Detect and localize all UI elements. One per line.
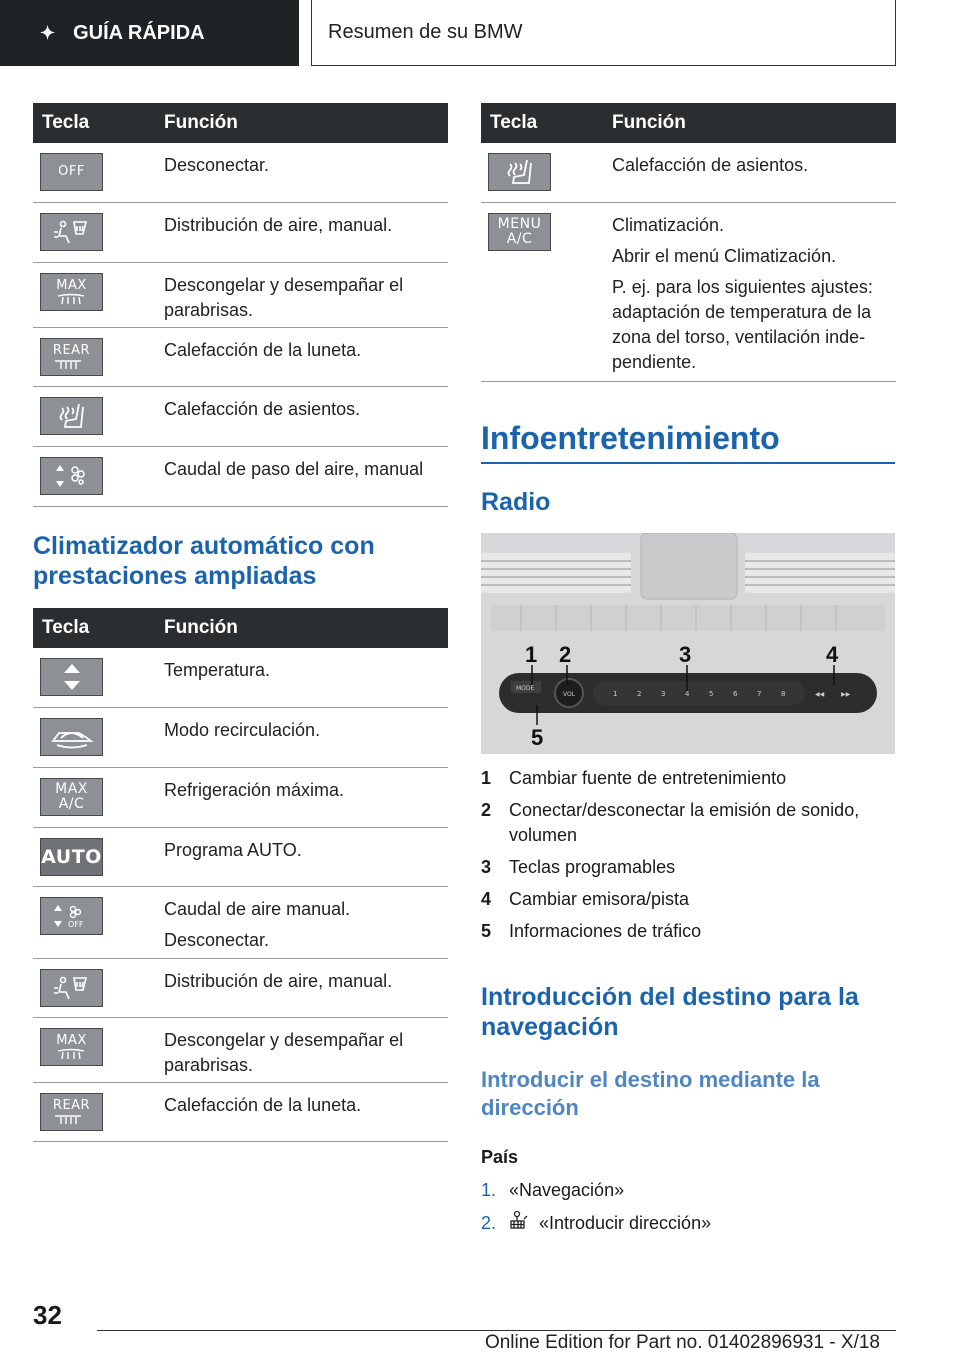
section-tab (0, 0, 299, 66)
airflow-off-icon (40, 897, 103, 935)
table-row (33, 1083, 448, 1142)
function-text: Refrigeración máxima. (164, 780, 345, 800)
key-table-right (481, 103, 896, 382)
preset-key-label: 6 (733, 690, 738, 698)
function-text: Climatización. (612, 215, 725, 235)
function-text: Desconectar. (164, 155, 270, 175)
radio-control-label: MODE (516, 685, 535, 692)
table-row (33, 708, 448, 768)
menu-ac-button: MENU A/C (488, 213, 551, 251)
function-text: Calefacción de la luneta. (164, 340, 362, 360)
column-header-function: Función (164, 112, 238, 133)
callout-label: 3 (679, 642, 692, 667)
section-title: Infoentretenimiento (481, 420, 780, 456)
table-row (33, 387, 448, 447)
function-text: Distribución de aire, manual. (164, 971, 393, 991)
function-text: Distribución de aire, manual. (164, 215, 393, 235)
table-row (33, 203, 448, 263)
max-ac-button: MAX A/C (40, 778, 103, 816)
temperature-icon (40, 658, 103, 696)
auto-button: AUTO (40, 838, 103, 876)
column-header-function: Función (612, 112, 686, 133)
table-row (481, 143, 896, 203)
air-distribution-icon (40, 213, 103, 251)
key-table-basic (33, 103, 448, 507)
recirculation-icon (40, 718, 103, 756)
page-number: 32 (33, 1300, 62, 1330)
table-row (33, 959, 448, 1018)
radio-control-label: VOL (563, 691, 576, 698)
column-header-function: Función (164, 617, 238, 638)
callout-label: 5 (531, 725, 544, 750)
seat-heating-icon (40, 397, 103, 435)
rear-defrost-button: REAR (40, 338, 103, 376)
table-row (33, 887, 448, 959)
airflow-icon (40, 457, 103, 495)
preset-key-label: 4 (685, 690, 690, 698)
sub-heading-country: País (481, 1147, 519, 1167)
table-row (33, 447, 448, 507)
footer-divider (97, 1330, 896, 1331)
list-item: 2 Conectar/desconectar la emisión de sonido, volumen (481, 800, 860, 845)
section-heading: Introducción del destino para la navegación (481, 983, 859, 1041)
function-text: Desconectar. (164, 930, 270, 950)
callout-label: 1 (525, 642, 538, 667)
page-header (311, 0, 896, 66)
preset-key-label: 2 (637, 690, 642, 698)
column-header-key: Tecla (490, 112, 538, 133)
air-distribution-icon (40, 969, 103, 1007)
preset-key-label: 5 (709, 690, 714, 698)
table-row (33, 263, 448, 328)
table-row (33, 648, 448, 708)
max-defrost-button: MAX (40, 273, 103, 311)
off-button: OFF (40, 153, 103, 191)
section-rule (481, 462, 895, 464)
max-defrost-button: MAX (40, 1028, 103, 1066)
svg-text:▶▶: ▶▶ (841, 691, 851, 698)
function-text: Caudal de aire manual. (164, 899, 351, 919)
table-header (33, 103, 448, 143)
function-text: Calefacción de asientos. (612, 155, 809, 175)
preset-key-label: 1 (613, 690, 618, 698)
list-item: 5 Informaciones de tráfico (481, 921, 702, 941)
function-text: Temperatura. (164, 660, 271, 680)
callout-label: 4 (826, 642, 839, 667)
preset-key-label: 3 (661, 690, 666, 698)
column-header-key: Tecla (42, 112, 90, 133)
function-text: Calefacción de la luneta. (164, 1095, 362, 1115)
table-row (33, 768, 448, 828)
radio-legend (481, 766, 896, 951)
table-row (481, 203, 896, 382)
seat-heating-icon (488, 153, 551, 191)
quick-guide-icon: ✦ (40, 22, 56, 43)
table-row (33, 1018, 448, 1083)
table-row (33, 328, 448, 387)
section-tab-label: GUÍA RÁPIDA (73, 21, 205, 44)
preset-key-label: 8 (781, 690, 786, 698)
preset-key-label: 7 (757, 690, 762, 698)
navigation-address-icon (509, 1210, 529, 1237)
step-list (481, 1178, 896, 1244)
list-item: 3 Teclas programables (481, 857, 676, 877)
table-row (33, 828, 448, 887)
function-text: Descongelar y desempañar el parabrisas. (164, 1030, 404, 1075)
radio-panel-image (481, 533, 895, 754)
function-text: Descongelar y desempañar el parabrisas. (164, 275, 404, 320)
subsection-heading: Introducir el destino mediante la dirección (481, 1067, 820, 1120)
page-header-title: Resumen de su BMW (328, 21, 523, 43)
list-item: 4 Cambiar emisora/pista (481, 889, 690, 909)
function-text: Caudal de paso del aire, manual (164, 459, 424, 479)
rear-defrost-button: REAR (40, 1093, 103, 1131)
footer-text: Online Edition for Part no. 01402896931 - X/18 (484, 1332, 880, 1353)
svg-text:◀◀: ◀◀ (815, 691, 825, 698)
function-text: Abrir el menú Climatización. (612, 246, 837, 266)
table-row (33, 143, 448, 203)
svg-text:OFF: OFF (67, 920, 83, 929)
function-text: Programa AUTO. (164, 840, 302, 860)
list-item: 2. «Introducir dirección» (481, 1210, 896, 1237)
function-text: P. ej. para los siguientes ajustes: adaptación de temperatura de la zona del torso, ventilación inde-pendiente. (612, 277, 873, 372)
function-text: Modo recirculación. (164, 720, 321, 740)
table-header (33, 608, 448, 648)
function-text: Calefacción de asientos. (164, 399, 361, 419)
callout-label: 2 (559, 642, 572, 667)
table-header (481, 103, 896, 143)
key-table-extended (33, 608, 448, 1142)
section-heading: Climatizador automático con prestaciones ampliadas (33, 532, 375, 590)
list-item: 1 Cambiar fuente de entretenimiento (481, 768, 787, 788)
column-header-key: Tecla (42, 617, 90, 638)
subsection-title: Radio (481, 488, 551, 516)
list-item: 1. «Navegación» (481, 1180, 625, 1200)
